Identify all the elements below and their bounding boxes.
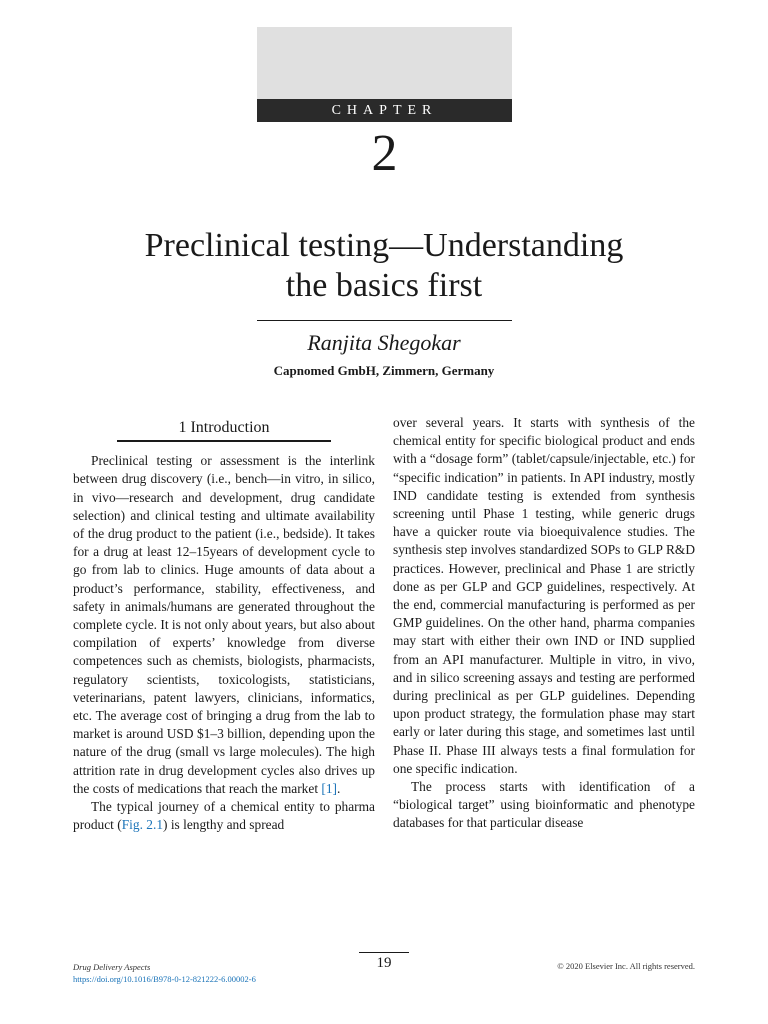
footer-left xyxy=(73,961,256,985)
page-number: 19 xyxy=(376,955,392,971)
chapter-header xyxy=(257,27,512,184)
paragraph-text: . xyxy=(337,780,341,796)
paragraph-text: Preclinical testing or assessment is the interlink between drug discovery (i.e., bench—in vitro, in silico, in vivo—research and development, drug candidate selection) and clinical testing and ultimate availability of the drug product to the patient (i.e., bedside). It takes for a drug at least 12–15years of development cycle to go from lab to clinics. Huge amounts of data about a product’s performance, stability, effectiveness, and safety in animals/humans are generated throughout the complete cycle. It is not only about years, but also about compilation of experts’ knowledge from diverse competences such as chemists, biologists, pharmacists, regulatory scientists, toxicologists, statisticians, veterinarians, patent lawyers, clinicians, informatics, etc. The average cost of bringing a drug from the lab to market is around USD $1–3 billion, depending upon the nature of the drug (small vs large molecules). The high attrition rate in drug development cycles also drives up the costs of medications that reach the market xyxy=(73,453,375,796)
footer-divider xyxy=(359,952,409,953)
chapter-title-line2: the basics first xyxy=(285,267,483,304)
author-name: Ranjita Shegokar xyxy=(307,330,461,355)
paragraph-text: ) is lengthy and spread xyxy=(163,817,285,833)
chapter-number: 2 xyxy=(371,125,398,182)
title-divider xyxy=(257,320,512,321)
chapter-title-line1: Preclinical testing—Understanding xyxy=(144,227,624,264)
chapter-title xyxy=(80,226,688,306)
copyright-notice: © 2020 Elsevier Inc. All rights reserved. xyxy=(557,961,695,971)
paragraph: The process starts with identification of a “biological target” using bioinformatic and phenotype databases for that particular disease xyxy=(393,779,695,831)
section-heading: 1 Introduction xyxy=(117,413,331,442)
chapter-banner-box xyxy=(257,27,512,99)
doi-link[interactable]: https://doi.org/10.1016/B978-0-12-821222-6.00002-6 xyxy=(73,974,256,984)
paragraph-text: The typical journey of a chemical entity to pharma product ( xyxy=(73,799,375,833)
paragraph xyxy=(73,452,375,798)
right-column xyxy=(393,414,695,833)
author-affiliation: Capnomed GmbH, Zimmern, Germany xyxy=(273,363,495,378)
left-column xyxy=(73,413,375,834)
paragraph xyxy=(73,798,375,834)
citation-link[interactable]: [1] xyxy=(321,780,338,796)
chapter-label: CHAPTER xyxy=(257,99,512,122)
book-title: Drug Delivery Aspects xyxy=(73,962,151,972)
paragraph: over several years. It starts with synthesis of the chemical entity for specific biological product and ends with a “dosage form” (tablet/capsule/injectable, etc.) for “specific indication” in patients. In API industry, mostly IND candidate testing is extended from synthesis screening until Phase 1 testing, while generic drugs have a quicker route via bioequivalence studies. The synthesis step involves standardized SOPs to GLP R&D practices. However, preclinical and Phase 1 are strictly done as per GLP and GCP guidelines, respectively. At the end, commercial manufacturing is performed as per GMP guidelines. On the other hand, pharma companies may start with either their own IND or IND supplied from an API manufacturer. Multiple in vitro, in vivo, and in silico screening assays and testing are performed during preclinical as per GLP guidelines. Depending upon product strategy, the formulation phase may start early or later during this stage, and sometimes last until Phase II. Phase III always tests a final formulation for one specific indication. xyxy=(393,415,695,776)
figure-link[interactable]: Fig. 2.1 xyxy=(121,817,164,833)
